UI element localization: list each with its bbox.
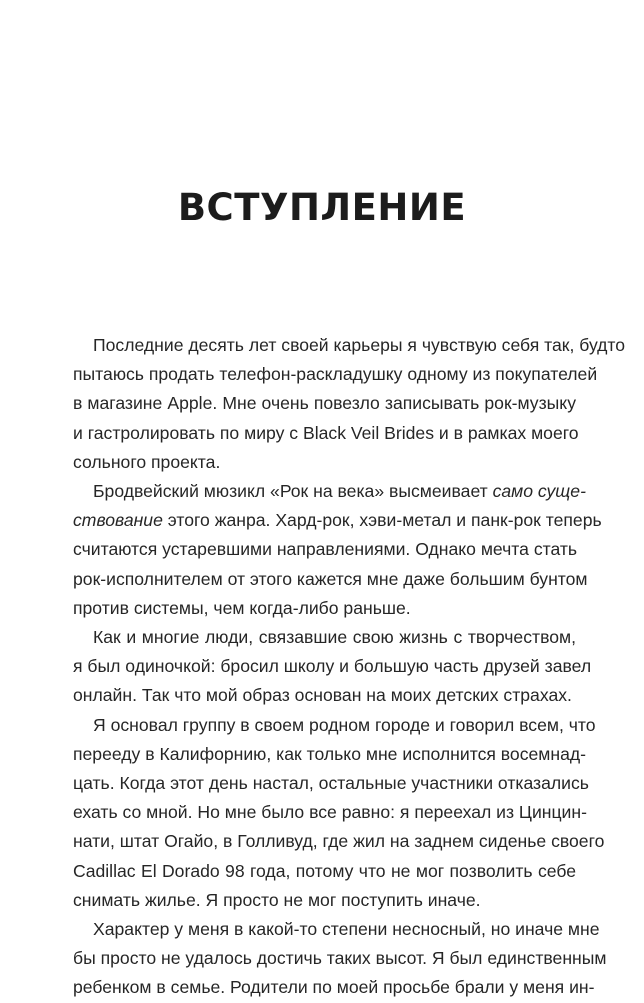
text-line: и гастролировать по миру с Black Veil Brides и в рамках моего [73,422,579,443]
chapter-title: ВСТУПЛЕНИЕ [177,186,467,229]
text-line: Cadillac El Dorado 98 года, потому что не мог позволить себе [73,860,576,881]
text-line: нати, штат Огайо, в Голливуд, где жил на заднем сиденье своего [73,831,605,852]
text-segment: Бродвейский мюзикл «Рок на века» высмеивает [93,481,493,502]
text-line: считаются устаревшими направлениями. Однако мечта стать [73,539,578,560]
text-line: сольного проекта. [73,451,221,472]
text-line: ехать со мной. Но мне было все равно: я переехал из Цинцин- [73,802,587,823]
paragraph-5 [73,915,607,1003]
paragraph-4 [73,711,605,915]
italic-text: ствование [73,510,163,531]
text-line: цать. Когда этот день настал, остальные участники отказались [73,773,589,794]
chapter-body [73,331,626,1003]
text-line: онлайн. Так что мой образ основан на моих детских страхах. [73,685,572,706]
text-line: Характер у меня в какой-то степени несносный, но иначе мне [93,919,600,940]
text-line: бы просто не удалось достичь таких высот. Я был единственным [73,948,607,969]
text-line: Я основал группу в своем родном городе и говорил всем, что [93,714,596,735]
text-line: против системы, чем когда-либо раньше. [73,597,411,618]
text-line: в магазине Apple. Мне очень повезло записывать рок-музыку [73,393,576,414]
text-line: Как и многие люди, связавшие свою жизнь с творчеством, [93,627,576,648]
paragraph-3 [73,623,592,711]
text-segment: этого жанра. Хард-рок, хэви-метал и панк-рок теперь [162,510,602,531]
text-line: ребенком в семье. Родители по моей просьбе брали у меня ин- [73,977,595,998]
text-line: перееду в Калифорнию, как только мне исполнится восемнад- [73,743,587,764]
text-line [73,506,602,535]
text-line: рок-исполнителем от этого кажется мне даже большим бунтом [73,568,588,589]
text-line: пытаюсь продать телефон-раскладушку одному из покупателей [73,364,598,385]
italic-text: само суще- [492,481,586,502]
text-line: снимать жилье. Я просто не мог поступить иначе. [73,889,481,910]
text-line: я был одиночкой: бросил школу и большую часть друзей завел [73,656,592,677]
text-line: Последние десять лет своей карьеры я чувствую себя так, будто [93,335,626,355]
paragraph-2 [73,477,602,623]
text-line [73,477,586,506]
paragraph-1 [73,331,626,477]
